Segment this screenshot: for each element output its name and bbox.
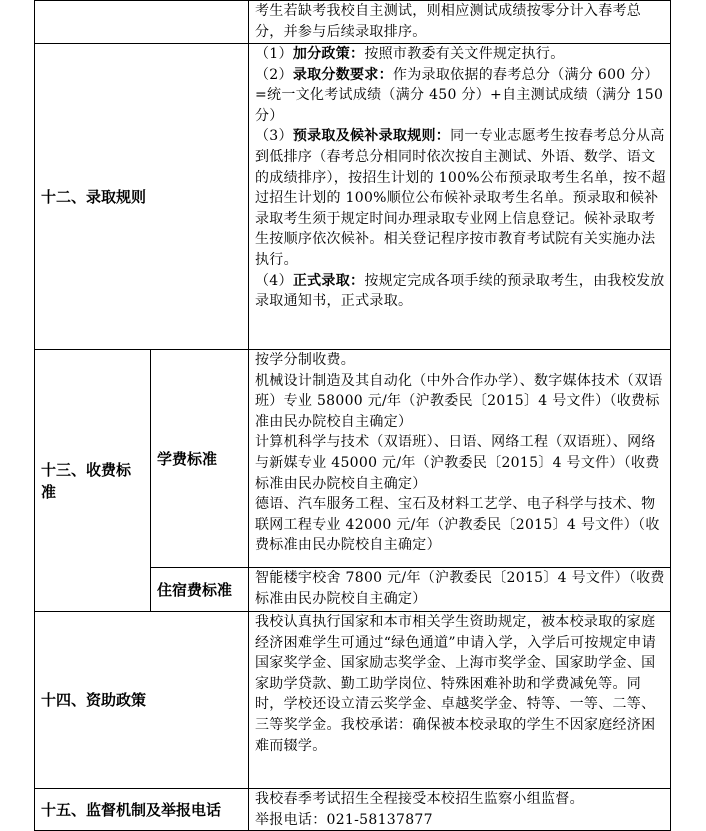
supervision-label: 十五、监督机制及举报电话 — [35, 789, 249, 831]
row-financial-aid — [35, 612, 671, 789]
dorm-fee-content — [249, 568, 671, 612]
tuition-line: 德语、汽车服务工程、宝石及材料工艺学、电子科学与技术、物联网工程专业 42000 元/年（沪教委民〔2015〕4 号文件）（收费标准由民办院校自主确定） — [255, 496, 660, 554]
dorm-fee-label: 住宿费标准 — [151, 568, 249, 612]
rule-formal-admission: （4）正式录取：按规定完成各项手续的预录取考生，由我校发放录取通知书，正式录取。 — [255, 272, 665, 310]
dorm-fee-text: 智能楼宇校舍 7800 元/年（沪教委民〔2015〕4 号文件）（收费标准由民办院校自主确定） — [255, 570, 665, 607]
admission-rules-label: 十二、录取规则 — [35, 44, 249, 350]
label-cell-empty — [35, 1, 249, 44]
fee-standard-label: 十三、收费标准 — [35, 350, 151, 612]
rule-score-requirement: （2）录取分数要求：作为录取依据的春考总分（满分 600 分）=统一文化考试成绩（满分 450 分）+自主测试成绩（满分 150 分） — [255, 66, 664, 124]
tuition-line: 机械设计制造及其自动化（中外合作办学）、数字媒体技术（双语班）专业 58000 元/年（沪教委民〔2015〕4 号文件）（收费标准由民办院校自主确定） — [255, 372, 663, 430]
row-top-continuation — [35, 1, 671, 44]
financial-aid-content — [249, 612, 671, 789]
financial-aid-label: 十四、资助政策 — [35, 612, 249, 789]
admission-rules-content — [249, 44, 671, 350]
top-content-text: 考生若缺考我校自主测试，则相应测试成绩按零分计入春考总分，并参与后续录取排序。 — [255, 3, 642, 40]
report-phone: 举报电话：021-58137877 — [255, 811, 433, 828]
tuition-label: 学费标准 — [151, 350, 249, 568]
tuition-content — [249, 350, 671, 568]
tuition-line: 计算机科学与技术（双语班）、日语、网络工程（双语班）、网络与新媒专业 45000 元/年（沪教委民〔2015〕4 号文件）（收费标准由民办院校自主确定） — [255, 434, 660, 492]
row-tuition — [35, 350, 671, 568]
supervision-text: 我校春季考试招生全程接受本校招生监察小组监督。 — [255, 791, 584, 807]
supervision-content — [249, 789, 671, 831]
rule-bonus-policy: （1）加分政策：按照市教委有关文件规定执行。 — [255, 46, 565, 62]
rule-pre-admission: （3）预录取及候补录取规则：同一专业志愿考生按春考总分从高到低排序（春考总分相同时依次按自主测试、外语、数学、语文的成绩排序），按招生计划的 100%公布预录取考生名单，按不超过招生计划的 100%顺位公布候补录取考生名单。预录取和候补录取考生须于规定时间办理录取专业网上信息登记。候补录取考生按顺序依次候补。相关登记程序按市教育考试院有关实施办法执行。 — [255, 128, 666, 268]
financial-aid-text: 我校认真执行国家和本市相关学生资助规定，被本校录取的家庭经济困难学生可通过“绿色通道”申请入学，入学后可按规定申请国家奖学金、国家励志奖学金、上海市奖学金、国家助学金、国家助学贷款、勤工助学岗位、特殊困难补助和学费减免等。同时，学校还设立清云奖学金、卓越奖学金、特等、一等、二等、三等奖学金。我校承诺：确保被本校录取的学生不因家庭经济困难而辍学。 — [255, 614, 657, 754]
row-admission-rules — [35, 44, 671, 350]
tuition-line: 按学分制收费。 — [255, 352, 356, 368]
admission-info-table — [34, 0, 671, 831]
row-supervision — [35, 789, 671, 831]
top-content-cell — [249, 1, 671, 44]
